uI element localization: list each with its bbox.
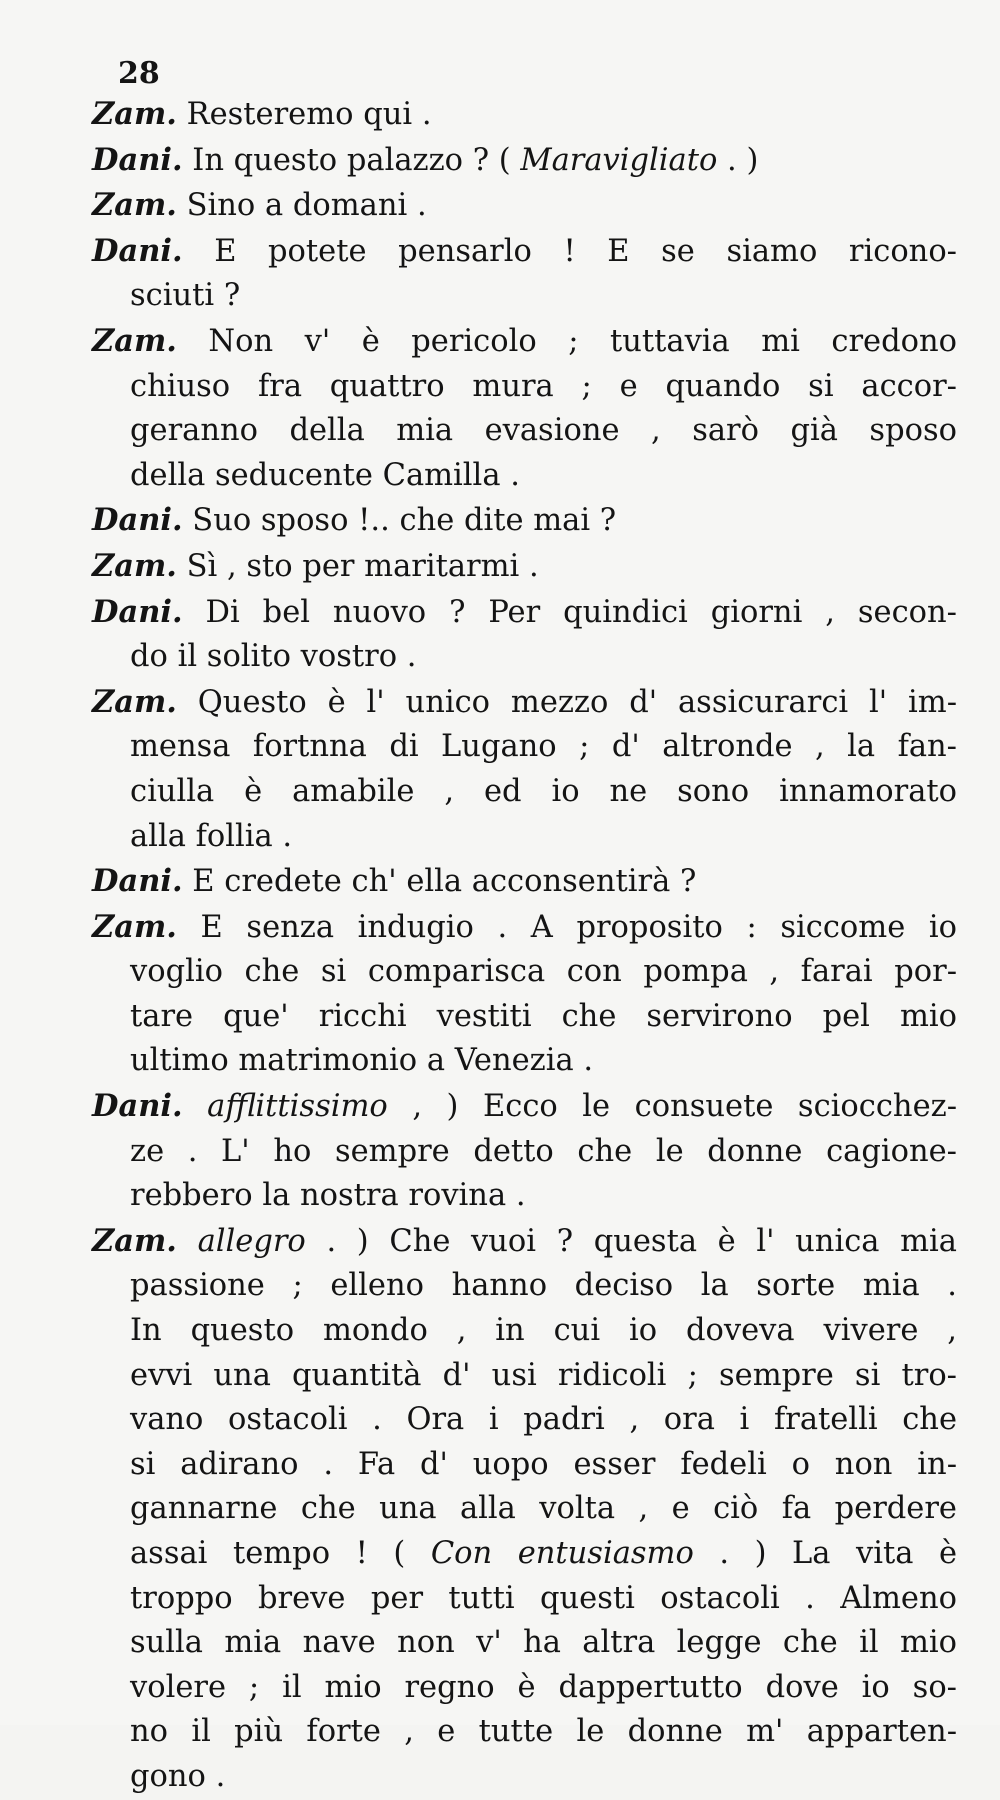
- text-line: [92, 365, 957, 410]
- text-line: [92, 1219, 957, 1265]
- line-text: vano ostacoli . Ora i padri , ora i fratelli che: [130, 1402, 957, 1438]
- line-text: rebbero la nostra rovina .: [130, 1178, 526, 1214]
- text-line: [92, 1443, 957, 1488]
- text-line: [92, 138, 957, 184]
- text-line: [92, 770, 957, 815]
- text-line: [92, 905, 957, 951]
- line-text: Questo è l' unico mezzo d' assicurarci l' im-: [197, 684, 957, 720]
- line-text: no il più forte , e tutte le donne m' apparten-: [130, 1714, 957, 1750]
- line-text: , ) Ecco le consuete sciocchez-: [412, 1089, 957, 1125]
- text-line: [92, 1398, 957, 1443]
- line-text: Resteremo qui .: [186, 97, 432, 132]
- text-line: [92, 1084, 957, 1130]
- text-line: [92, 815, 957, 860]
- text-line: [92, 1354, 957, 1399]
- dialogue-entry: [92, 859, 957, 905]
- line-text: volere ; il mio regno è dappertutto dove io so-: [130, 1669, 957, 1705]
- line-text: ultimo matrimonio a Venezia .: [130, 1043, 594, 1079]
- line-text: gono .: [130, 1758, 226, 1794]
- line-text: chiuso fra quattro mura ; e quando si accor-: [130, 368, 957, 404]
- text-line: [92, 409, 957, 454]
- stage-direction: Maravigliato: [520, 142, 718, 178]
- line-text: Suo sposo !.. che dite mai ?: [192, 503, 617, 539]
- line-text: gannarne che una alla volta , e ciò fa perdere: [130, 1491, 957, 1527]
- stage-direction: allegro: [197, 1223, 306, 1259]
- text-line: [92, 950, 957, 995]
- line-text: In questo palazzo ? ( Maravigliato . ): [192, 142, 759, 178]
- text-line: [92, 1130, 957, 1175]
- text-line: [92, 183, 957, 229]
- text-line: [92, 995, 957, 1040]
- speaker-name: Zam.: [92, 908, 177, 945]
- text-line: [92, 1577, 957, 1622]
- line-text: si adirano . Fa d' uopo esser fedeli o non in-: [130, 1446, 957, 1482]
- dialogue-entry: [92, 498, 957, 544]
- text-line: [92, 92, 957, 138]
- text-line: [92, 544, 957, 590]
- line-text: Sì , sto per maritarmi .: [186, 548, 539, 584]
- text-line: [92, 1264, 957, 1309]
- speaker-name: Zam.: [92, 547, 177, 584]
- line-text: troppo breve per tutti questi ostacoli . Almeno: [130, 1580, 957, 1616]
- dialogue-entry: [92, 92, 957, 138]
- speaker-name: Zam.: [92, 1222, 177, 1259]
- speaker-name: Dani.: [92, 232, 183, 269]
- text-line: [92, 1621, 957, 1666]
- line-text: voglio che si comparisca con pompa , farai por-: [130, 954, 957, 990]
- line-text: ciulla è amabile , ed io ne sono innamorato: [130, 773, 957, 809]
- text-line: [92, 1666, 957, 1711]
- text-line: [92, 635, 957, 680]
- text-line: [92, 859, 957, 905]
- line-text: sciuti ?: [130, 278, 241, 314]
- speaker-name: Dani.: [92, 502, 183, 539]
- line-text: sulla mia nave non v' ha altra legge che il mio: [130, 1625, 957, 1661]
- text-line: [92, 680, 957, 726]
- text-line: [92, 1710, 957, 1755]
- dialogue-entry: [92, 905, 957, 1084]
- line-text: geranno della mia evasione , sarò già sposo: [130, 413, 957, 449]
- line-text: ze . L' ho sempre detto che le donne cagione-: [130, 1133, 957, 1169]
- dialogue-entry: [92, 183, 957, 229]
- text-line: [92, 229, 957, 275]
- line-text: Di bel nuovo ? Per quindici giorni , secon-: [205, 594, 957, 630]
- dialogue-entry: [92, 544, 957, 590]
- text-line: [92, 1755, 957, 1800]
- page-number: 28: [118, 56, 160, 91]
- speaker-name: Zam.: [92, 322, 177, 359]
- speaker-name: Dani.: [92, 1088, 183, 1125]
- text-line: [92, 274, 957, 319]
- line-text: evvi una quantità d' usi ridicoli ; sempre si tro-: [130, 1357, 957, 1393]
- dialogue-entry: [92, 319, 957, 498]
- speaker-name: Dani.: [92, 863, 183, 900]
- line-text: . ) Che vuoi ? questa è l' unica mia: [326, 1223, 957, 1259]
- line-text: Sino a domani .: [186, 188, 427, 224]
- line-text: E potete pensarlo ! E se siamo ricono-: [214, 233, 957, 269]
- line-text: E credete ch' ella acconsentirà ?: [192, 864, 697, 900]
- line-text: della seducente Camilla .: [130, 457, 520, 493]
- line-text: alla follia .: [130, 818, 293, 854]
- dialogue-entry: [92, 1084, 957, 1219]
- text-line: [92, 1174, 957, 1219]
- line-text: do il solito vostro .: [130, 639, 417, 675]
- line-text: passione ; elleno hanno deciso la sorte mia .: [130, 1268, 957, 1304]
- text-line: [92, 590, 957, 636]
- dialogue-entry: [92, 138, 957, 184]
- text-line: [92, 725, 957, 770]
- text-line: [92, 498, 957, 544]
- line-text: mensa fortnna di Lugano ; d' altronde , la fan-: [130, 729, 957, 765]
- line-text: assai tempo ! ( Con entusiasmo . ) La vita è: [130, 1536, 957, 1571]
- line-text: Non v' è pericolo ; tuttavia mi credono: [208, 323, 957, 359]
- dialogue-entry: [92, 590, 957, 680]
- speaker-name: Dani.: [92, 593, 183, 630]
- text-line: [92, 454, 957, 499]
- text-line: [92, 1309, 957, 1354]
- text-line: [92, 1039, 957, 1084]
- speaker-name: Zam.: [92, 96, 177, 132]
- speaker-name: Zam.: [92, 683, 177, 720]
- dialogue-entry: [92, 680, 957, 859]
- dialogue-text: [92, 92, 957, 1800]
- text-line: [92, 319, 957, 365]
- text-line: [92, 1532, 957, 1577]
- line-text: tare que' ricchi vestiti che servirono pel mio: [130, 998, 957, 1034]
- speaker-name: Dani.: [92, 141, 183, 178]
- stage-direction: afflittissimo: [207, 1089, 388, 1125]
- text-line: [92, 1487, 957, 1532]
- line-text: In questo mondo , in cui io doveva vivere ,: [130, 1313, 957, 1349]
- speaker-name: Zam.: [92, 187, 177, 224]
- dialogue-entry: [92, 229, 957, 319]
- dialogue-entry: [92, 1219, 957, 1800]
- line-text: E senza indugio . A proposito : siccome io: [200, 909, 957, 945]
- stage-direction: Con entusiasmo: [430, 1536, 694, 1571]
